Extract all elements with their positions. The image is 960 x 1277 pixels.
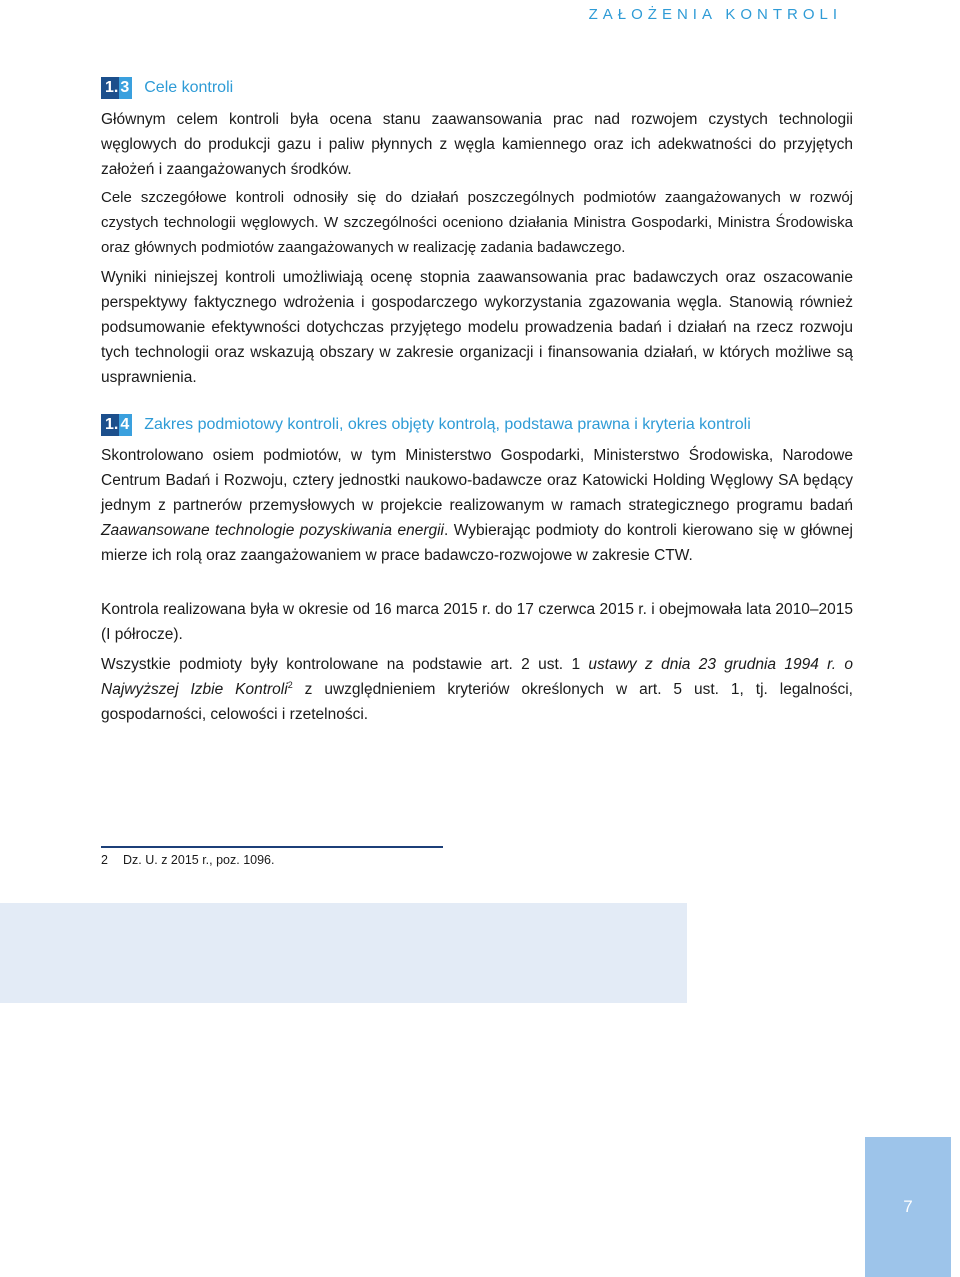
paragraph: Wszystkie podmioty były kontrolowane na podstawie art. 2 ust. 1 ustawy z dnia 23 grudnia 1994 r. o Najwyższej Izbie Kontroli$^2$ z uwzględnieniem kryteriów określonych w art. 5 ust. 1, tj. legalności, gospodarności, celowości i rzetelności.	[101, 656, 854, 723]
footnote-ref[interactable]: 2	[287, 679, 293, 690]
paragraph: Kontrola realizowana była w okresie od 16 marca 2015 r. do 17 czerwca 2015 r. i obejmowała lata 2010–2015 (I półrocze).	[101, 601, 853, 643]
page-number: 7	[865, 1137, 951, 1277]
footnote	[101, 853, 274, 867]
section-title: Zakres podmiotowy kontroli, okres objęty kontrolą, podstawa prawna i kryteria kontroli	[144, 416, 751, 433]
footnote-number: 2	[101, 853, 108, 867]
paragraph: Wyniki niniejszej kontroli umożliwiają ocenę stopnia zaawansowania prac badawczych oraz oszacowanie perspektywy faktycznego wdrożenia i gospodarczego wykorzystania zgazowania węgla. Stanowią również podsumowanie efektywności dotychczas przyjętego modelu prowadzenia badań i działań na rzecz rozwoju tych technologii oraz wskazują obszary w zakresie organizacji i finansowania działań, w których możliwe są usprawnienia.	[101, 269, 853, 386]
running-header: ZAŁOŻENIA KONTROLI	[588, 6, 842, 23]
section-title: Cele kontroli	[144, 79, 234, 96]
decorative-band	[0, 903, 687, 1003]
section-heading-1-3	[101, 77, 233, 99]
footnote-rule	[101, 846, 443, 848]
paragraph: Cele szczegółowe kontroli odnosiły się do działań poszczególnych podmiotów zaangażowanych w rozwój czystych technologii węglowych. W szczególności oceniono działania Ministra Gospodarki, Ministra Środowiska oraz głównych podmiotów zaangażowanych w realizację zadania badawczego.	[101, 189, 853, 256]
paragraph: Skontrolowano osiem podmiotów, w tym Ministerstwo Gospodarki, Ministerstwo Środowiska, Narodowe Centrum Badań i Rozwoju, cztery jednostki naukowo-badawcze oraz Katowicki Holding Węglowy SA będący jednym z partnerów przemysłowych w projekcie realizowanym w ramach strategicznego programu badań Zaawansowane technologie pozyskiwania energii. Wybierając podmioty do kontroli kierowano się w głównej mierze ich rolą oraz zaangażowaniem w prace badawczo-rozwojowe w zakresie CTW.	[101, 447, 853, 564]
section-heading-1-4	[101, 414, 751, 436]
section-number: 1. 4	[101, 414, 132, 436]
section-number: 1. 3	[101, 77, 132, 99]
paragraph: Głównym celem kontroli była ocena stanu zaawansowania prac nad rozwojem czystych technologii węglowych do produkcji gazu i paliw płynnych z węgla kamiennego oraz ich adekwatności do przyjętych założeń i zaangażowanych środków.	[101, 111, 853, 178]
footnote-text: Dz. U. z 2015 r., poz. 1096.	[123, 853, 275, 867]
